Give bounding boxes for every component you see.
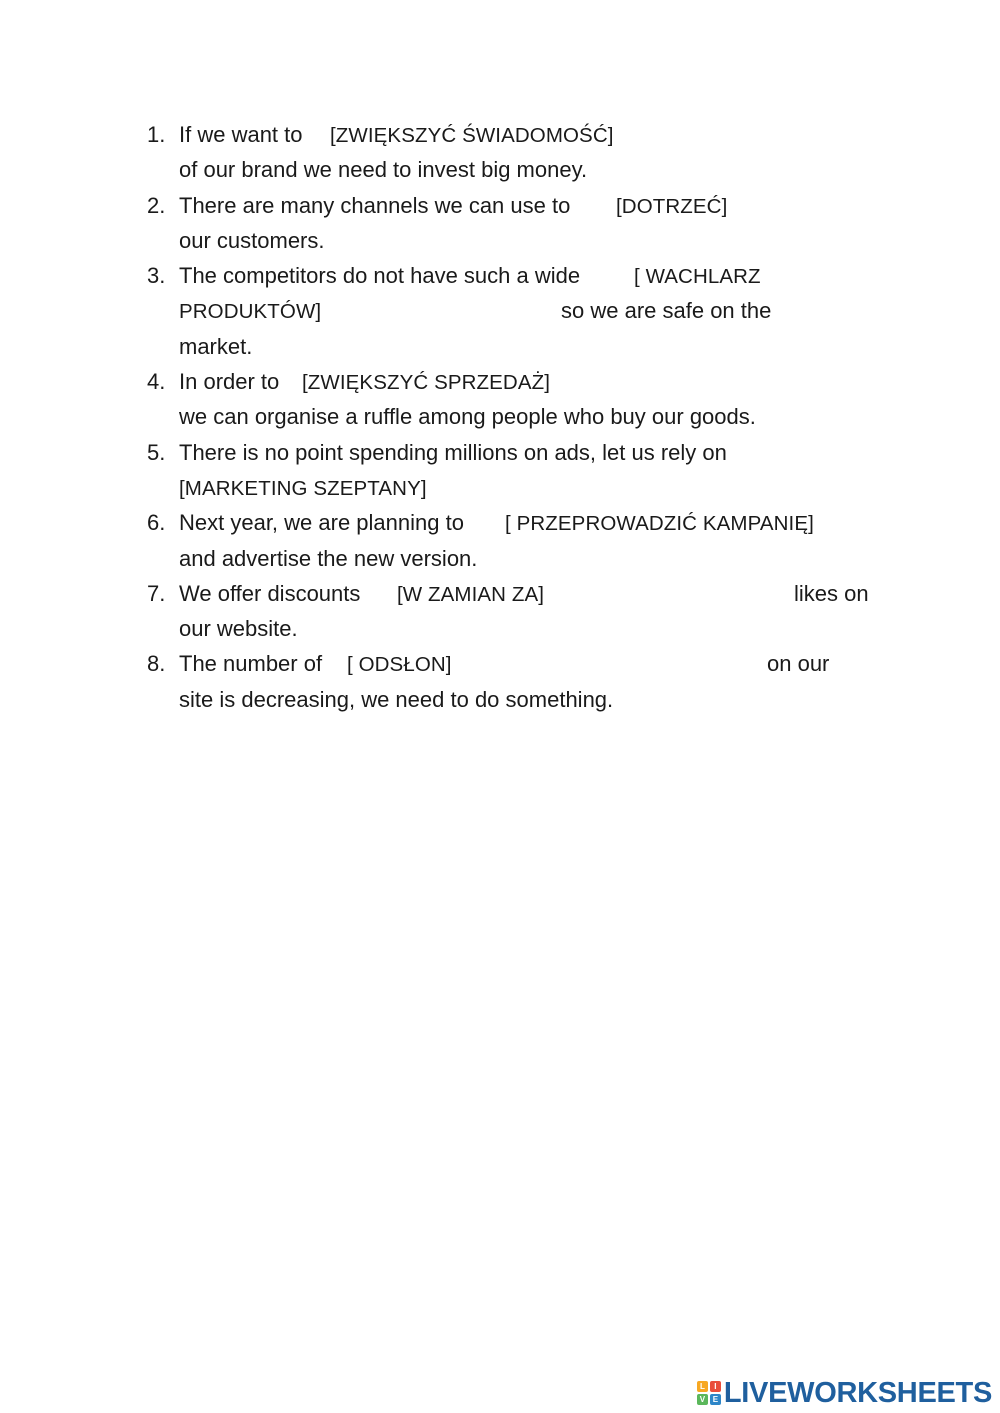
question-line — [0, 258, 1000, 293]
question-text: we can organise a ruffle among people who buy our goods. — [179, 404, 756, 430]
question-item — [0, 258, 1000, 364]
question-line — [0, 223, 1000, 258]
question-line — [0, 435, 1000, 470]
question-list — [0, 117, 1000, 717]
question-text: Next year, we are planning to — [179, 510, 464, 536]
prompt-keyword: [MARKETING SZEPTANY] — [179, 476, 427, 500]
prompt-keyword: [ PRZEPROWADZIĆ KAMPANIĘ] — [505, 512, 814, 536]
question-item — [0, 505, 1000, 576]
prompt-keyword: [ZWIĘKSZYĆ ŚWIADOMOŚĆ] — [330, 124, 614, 147]
question-text: our customers. — [179, 227, 325, 253]
question-line — [0, 364, 1000, 399]
logo-tile: I — [710, 1381, 721, 1392]
prompt-keyword: PRODUKTÓW] — [179, 300, 322, 324]
question-text: likes on — [794, 580, 869, 606]
question-number: 3. — [147, 263, 166, 289]
question-line — [0, 293, 1000, 328]
question-line — [0, 117, 1000, 152]
prompt-keyword: [W ZAMIAN ZA] — [397, 582, 545, 606]
question-line — [0, 576, 1000, 611]
question-text: site is decreasing, we need to do something. — [179, 686, 614, 712]
question-item — [0, 117, 1000, 188]
live-logo-icon — [697, 1381, 721, 1405]
question-text: If we want to — [179, 122, 303, 147]
liveworksheets-logo — [697, 1377, 992, 1409]
logo-tile: E — [710, 1394, 721, 1405]
question-text: and advertise the new version. — [179, 545, 478, 571]
question-text: of our brand we need to invest big money. — [179, 157, 588, 183]
prompt-keyword: [ZWIĘKSZYĆ SPRZEDAŻ] — [302, 371, 551, 395]
question-line — [0, 470, 1000, 505]
question-line — [0, 611, 1000, 646]
prompt-keyword: [ ODSŁON] — [347, 653, 452, 677]
question-number: 4. — [147, 369, 166, 395]
question-line — [0, 682, 1000, 717]
question-number: 1. — [147, 122, 166, 147]
brand-name: LIVEWORKSHEETS — [723, 1376, 992, 1409]
question-line — [0, 152, 1000, 187]
question-line — [0, 329, 1000, 364]
question-text: There are many channels we can use to — [179, 192, 571, 218]
question-text: We offer discounts — [179, 580, 361, 606]
question-number: 6. — [147, 510, 166, 536]
question-item — [0, 364, 1000, 435]
question-line — [0, 505, 1000, 540]
logo-tile: L — [697, 1381, 708, 1392]
question-line — [0, 399, 1000, 434]
question-item — [0, 435, 1000, 506]
question-item — [0, 576, 1000, 647]
question-text: In order to — [179, 369, 280, 395]
question-text: The number of — [179, 651, 323, 677]
question-item — [0, 646, 1000, 717]
question-line — [0, 646, 1000, 681]
question-text: our website. — [179, 616, 298, 642]
prompt-keyword: [ WACHLARZ — [634, 265, 761, 289]
question-item — [0, 188, 1000, 259]
prompt-keyword: [DOTRZEĆ] — [616, 194, 728, 218]
question-text: The competitors do not have such a wide — [179, 263, 581, 289]
question-text: so we are safe on the — [561, 298, 772, 324]
question-number: 2. — [147, 192, 166, 218]
question-line — [0, 188, 1000, 223]
question-number: 8. — [147, 651, 166, 677]
question-number: 7. — [147, 580, 166, 606]
question-text: on our — [767, 651, 830, 677]
question-text: There is no point spending millions on ads, let us rely on — [179, 439, 727, 465]
question-number: 5. — [147, 439, 166, 465]
logo-tile: V — [697, 1394, 708, 1405]
question-line — [0, 541, 1000, 576]
question-text: market. — [179, 333, 253, 359]
